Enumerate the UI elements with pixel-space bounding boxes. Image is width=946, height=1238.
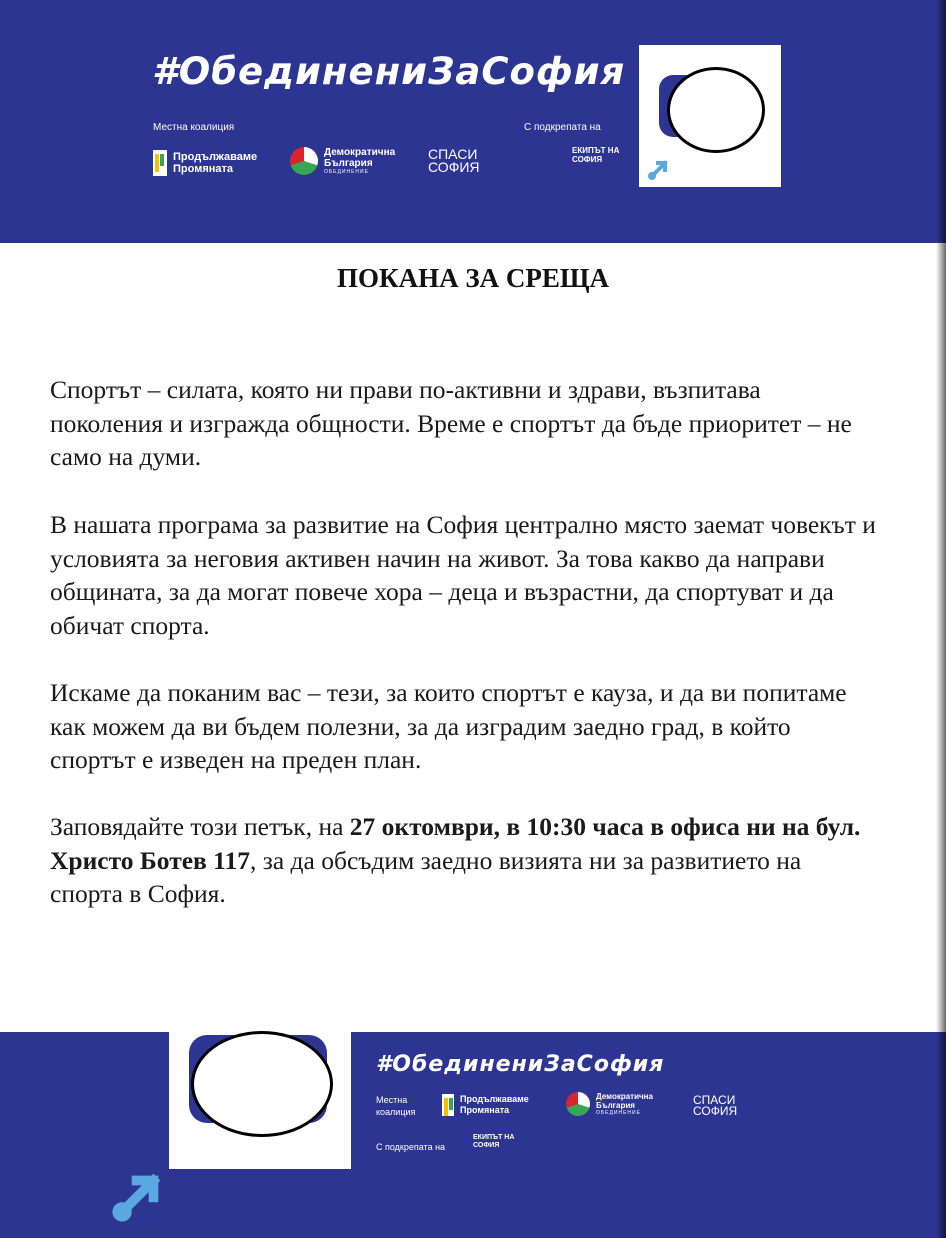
paragraph-3: Искаме да поканим вас – тези, за които спортът е кауза, и да ви попитаме как можем да ви бъдем полезни, за да изградим заедно град, в който спортът е изведен на преден план. [50,678,847,774]
paragraph-1: Спортът – силата, която ни прави по-активни и здрави, възпитава поколения и изгражда общности. Време е спортът да бъде приоритет – не само на думи. [50,375,852,471]
header-hashtag: #ОбединениЗаСофия [152,50,626,93]
support-label: С подкрепата на [524,122,601,133]
footer-support-label: С подкрепата на [376,1142,446,1152]
partner-pp-text: Продължаваме Промяната [173,151,258,175]
footer-partner-ekipat-text: ЕКИПЪТ НА СОФИЯ [473,1134,515,1149]
db-logo-icon [290,147,318,175]
footer-partner-db-logo [566,1092,676,1116]
local-coalition-label: Местна коалиция [153,122,235,133]
pp-logo-icon [153,150,167,176]
footer-redaction-oval [191,1031,333,1137]
footer-partner-spasi-logo [693,1095,749,1117]
paragraph-2: В нашата програма за развитие на София централно място заемат човекът и условията за неговия активен начин на живот. За това какво да направи общината, за да могат повече хора – деца и възрастни, да спортуват и да обичат спорта. [50,510,876,640]
partner-spasi-logo [428,148,492,174]
partner-db-text: Демократична България [324,147,396,169]
db-logo-icon [566,1092,590,1116]
footer-local-line2: коалиция [376,1107,416,1117]
invitation-paragraph [50,810,880,911]
pp-logo-icon [442,1094,454,1116]
redaction-oval [667,67,765,153]
document-title: ПОКАНА ЗА СРЕЩА [337,263,609,293]
arrow-up-right-icon [110,1166,168,1224]
footer-partner-spasi-text: СПАСИ СОФИЯ [693,1093,738,1118]
partner-db-sub: ОБЕДИНЕНИЕ [324,169,369,175]
page-edge-shadow [936,0,946,1238]
partner-db-logo [290,147,408,175]
footer-local-line1: Местна [376,1095,408,1105]
invite-outro: , за да обсъдим заедно визията ни за развитието на спорта в София. [50,845,802,908]
footer-coalition-logo-card [169,997,351,1169]
footer-local-coalition-label [376,1094,415,1118]
coalition-logo-card [639,45,781,187]
invite-intro: Заповядайте този петък, на [50,812,350,841]
arrow-up-right-icon [647,157,671,181]
footer-partner-pp-logo [442,1094,529,1116]
invite-date-location: 27 октомври, в 10:30 часа в офиса ни на бул. Христо Ботев 117 [50,812,861,875]
partner-ekipat-text: ЕКИПЪТ НА СОФИЯ [572,146,620,164]
partner-pp-logo [153,150,258,176]
footer-partner-db-text: Демократична България [596,1092,653,1110]
footer-partner-pp-text: Продължаваме Промяната [460,1094,529,1115]
partner-spasi-text: СПАСИ СОФИЯ [428,146,480,175]
partner-ekipat-logo [572,146,624,164]
footer-partner-ekipat-logo [473,1134,519,1150]
header-banner [0,0,946,243]
footer-hashtag: #ОбединениЗаСофия [376,1052,665,1077]
footer-partner-db-sub: ОБЕДИНЕНИЕ [596,1110,641,1116]
